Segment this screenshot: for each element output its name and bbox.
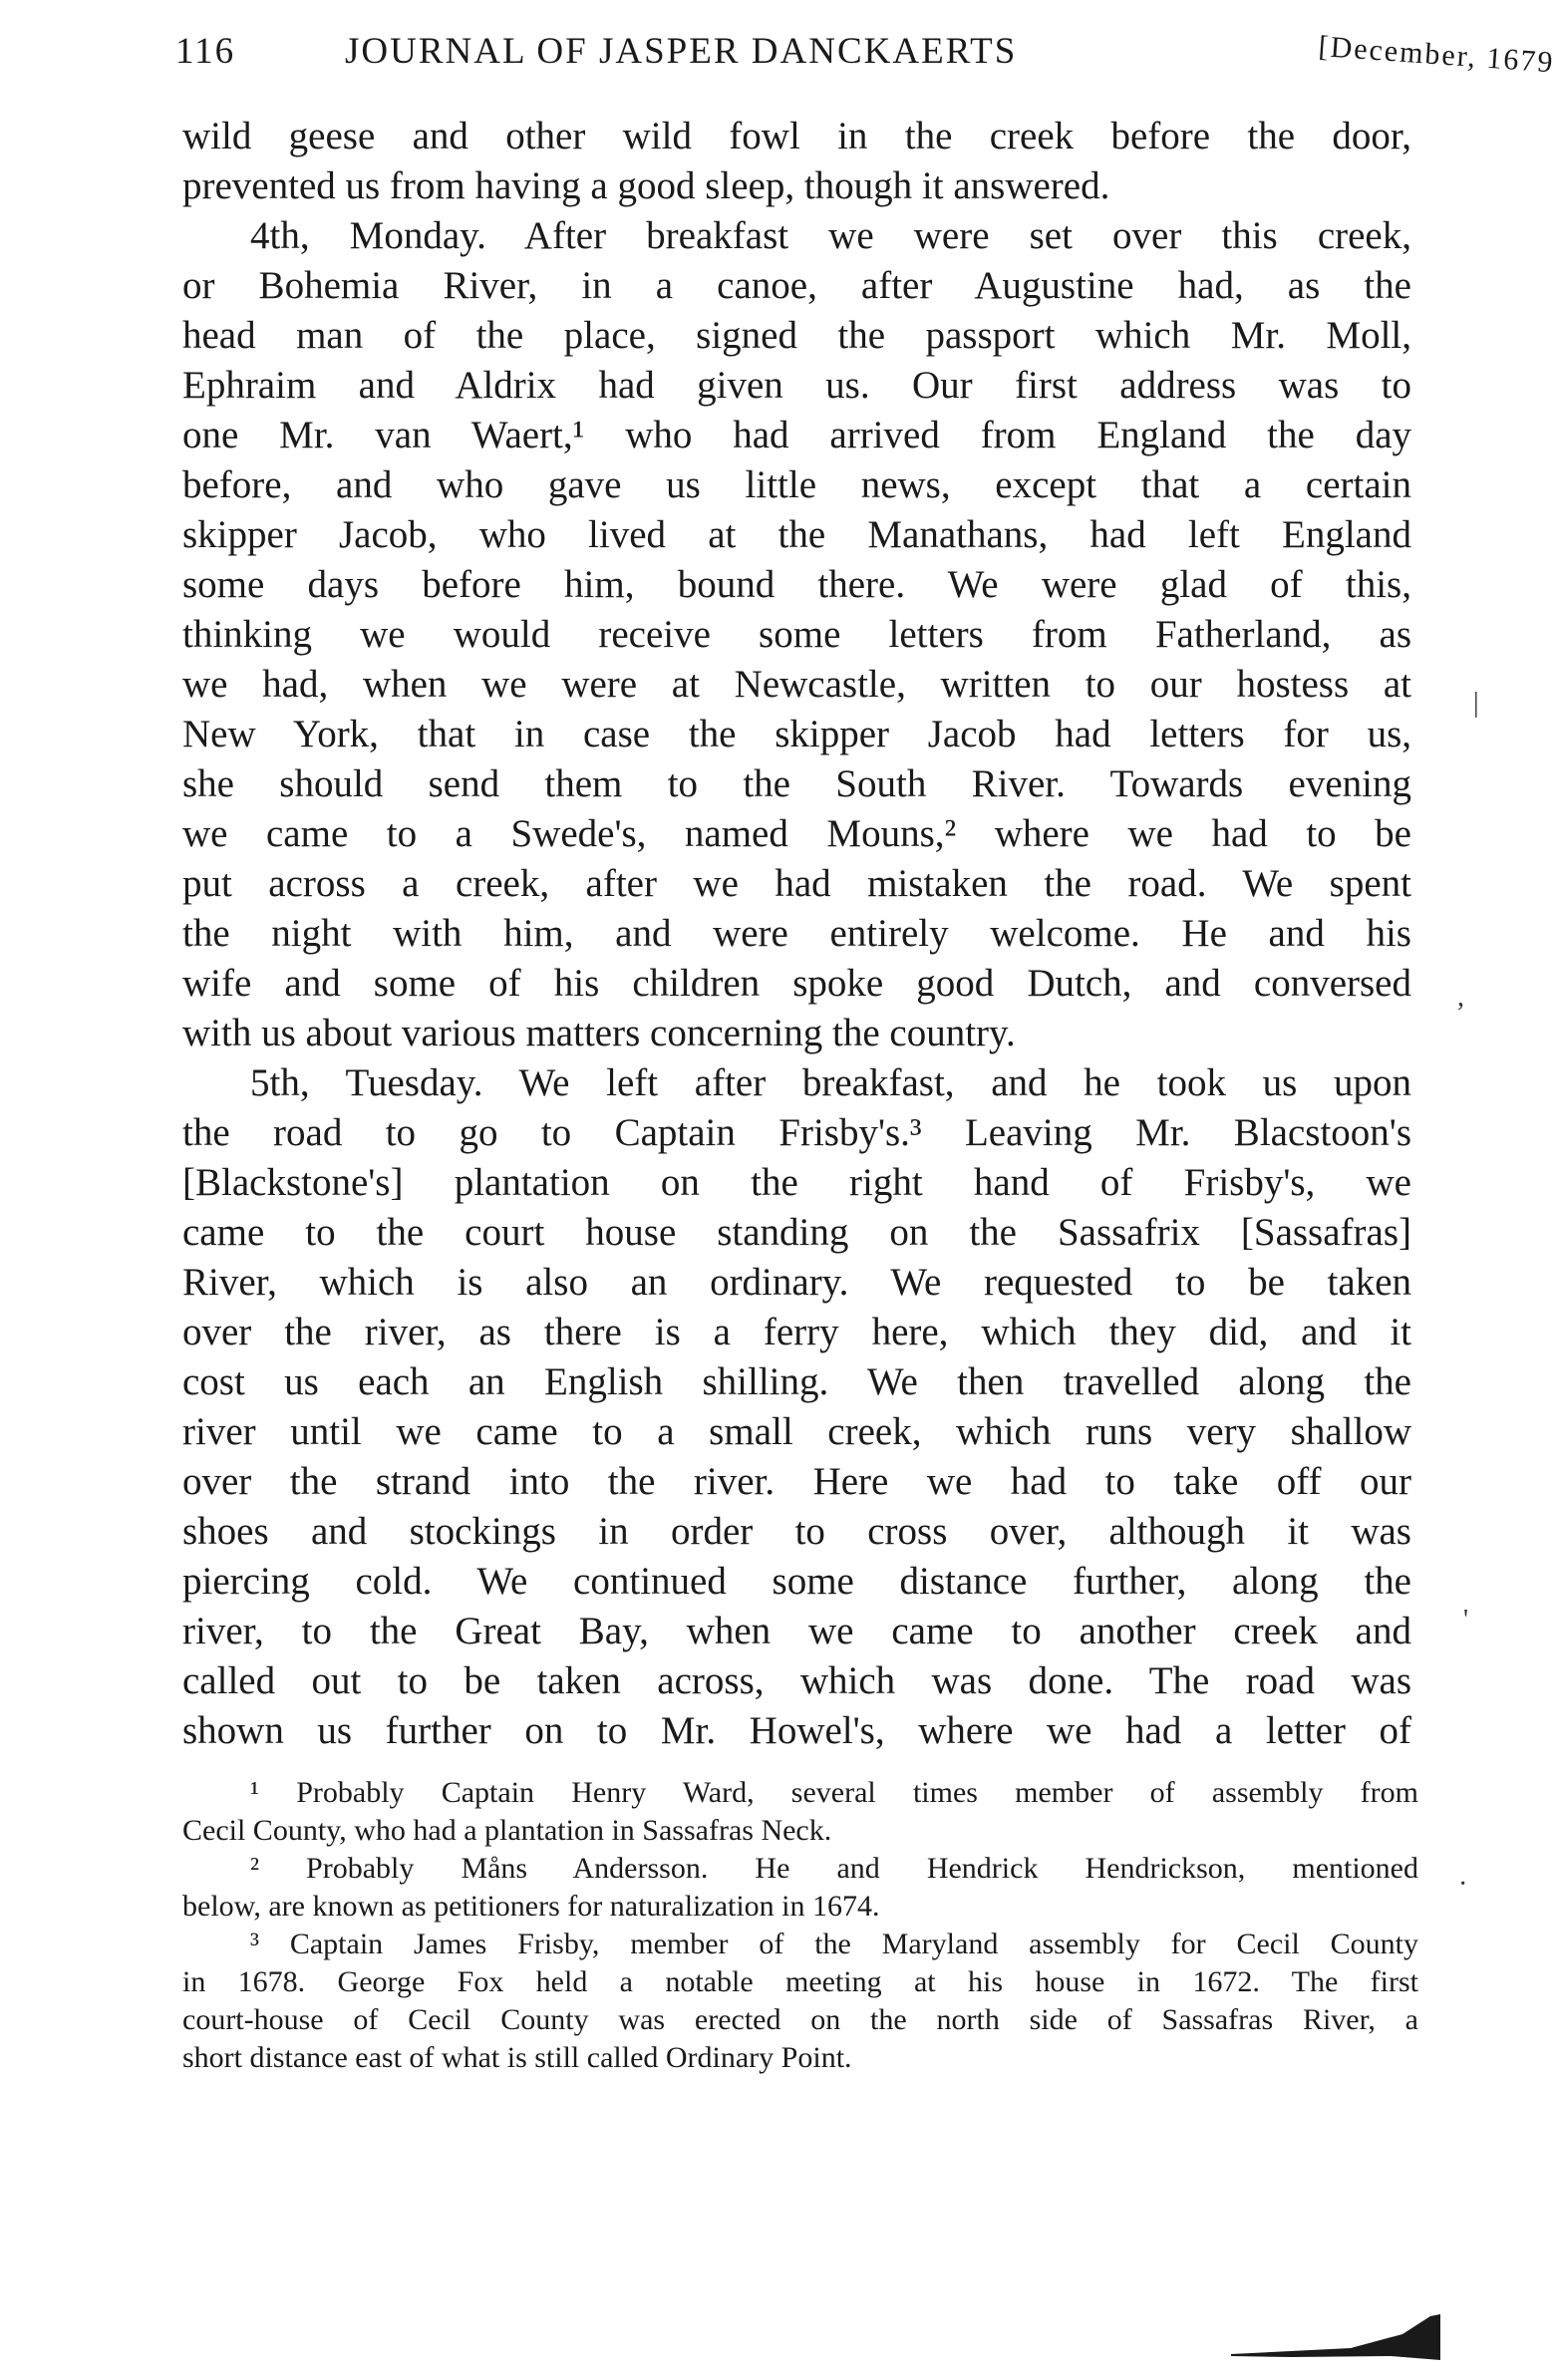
text-line: prevented us from having a good sleep, though it answered. (182, 164, 1110, 207)
running-head (175, 30, 1555, 100)
margin-mark: , (1457, 982, 1464, 1013)
text-line: came to the court house standing on the Sassafrix [Sassafras] (182, 1211, 1411, 1254)
text-line: she should send them to the South River. Towards evening (182, 762, 1411, 805)
text-line: cost us each an English shilling. We then travelled along the (182, 1360, 1411, 1403)
text-line: called out to be taken across, which was done. The road was (182, 1659, 1411, 1702)
text-line: river until we came to a small creek, which runs very shallow (182, 1410, 1411, 1453)
footnote-line: Cecil County, who had a plantation in Sassafras Neck. (182, 1814, 832, 1847)
text-line: before, and who gave us little news, except that a certain (182, 463, 1411, 506)
text-line: head man of the place, signed the passport which Mr. Moll, (182, 314, 1411, 357)
text-line: 4th, Monday. After breakfast we were set over this creek, (250, 214, 1411, 257)
text-line: the night with him, and were entirely welcome. He and his (182, 912, 1411, 955)
text-line: put across a creek, after we had mistaken the road. We spent (182, 862, 1411, 905)
end-ornament-rule (1231, 2310, 1440, 2360)
text-line: wife and some of his children spoke good Dutch, and conversed (182, 962, 1411, 1005)
text-line: river, to the Great Bay, when we came to another creek and (182, 1610, 1411, 1652)
main-text (182, 112, 1411, 1756)
text-line: [Blackstone's] plantation on the right hand of Frisby's, we (182, 1161, 1411, 1204)
margin-mark: ' (1463, 1605, 1469, 1636)
text-line: the road to go to Captain Frisby's.³ Leaving Mr. Blacstoon's (182, 1111, 1411, 1154)
running-title: JOURNAL OF JASPER DANCKAERTS (345, 31, 1018, 72)
text-line: some days before him, bound there. We were glad of this, (182, 563, 1411, 606)
footnote-line: in 1678. George Fox held a notable meeting at his house in 1672. The first (182, 1965, 1418, 1998)
footnotes (182, 1774, 1418, 2077)
footnote-line: court-house of Cecil County was erected on the north side of Sassafras River, a (182, 2003, 1418, 2036)
footnote-line: short distance east of what is still called Ordinary Point. (182, 2041, 852, 2074)
text-line: shown us further on to Mr. Howel's, where we had a letter of (182, 1709, 1411, 1752)
text-line: piercing cold. We continued some distance further, along the (182, 1560, 1411, 1603)
page-number: 116 (175, 31, 236, 72)
text-line: we came to a Swede's, named Mouns,² where we had to be (182, 812, 1411, 855)
footnote-line: ³ Captain James Frisby, member of the Maryland assembly for Cecil County (250, 1928, 1418, 1960)
text-line: thinking we would receive some letters from Fatherland, as (182, 613, 1411, 656)
text-line: shoes and stockings in order to cross over, although it was (182, 1510, 1411, 1553)
footnote-line: ² Probably Måns Andersson. He and Hendrick Hendrickson, mentioned (250, 1852, 1418, 1885)
margin-mark: | (1473, 688, 1479, 719)
text-line: over the river, as there is a ferry here, which they did, and it (182, 1311, 1411, 1353)
text-line: one Mr. van Waert,¹ who had arrived from England the day (182, 414, 1411, 456)
text-line: skipper Jacob, who lived at the Manathans, had left England (182, 513, 1411, 556)
text-line: 5th, Tuesday. We left after breakfast, and he took us upon (250, 1061, 1411, 1104)
text-line: wild geese and other wild fowl in the creek before the door, (182, 115, 1411, 157)
text-line: Ephraim and Aldrix had given us. Our first address was to (182, 364, 1411, 407)
footnote-line: below, are known as petitioners for naturalization in 1674. (182, 1890, 880, 1923)
text-line: over the strand into the river. Here we had to take off our (182, 1460, 1411, 1503)
text-line: with us about various matters concerning the country. (182, 1012, 1016, 1054)
running-date: [December, 1679 (1317, 30, 1555, 80)
text-line: New York, that in case the skipper Jacob had letters for us, (182, 713, 1411, 755)
margin-mark: · (1458, 1869, 1468, 1900)
text-line: or Bohemia River, in a canoe, after Augustine had, as the (182, 264, 1411, 307)
text-line: River, which is also an ordinary. We requested to be taken (182, 1261, 1411, 1304)
footnote-line: ¹ Probably Captain Henry Ward, several times member of assembly from (250, 1776, 1418, 1809)
text-line: we had, when we were at Newcastle, written to our hostess at (182, 663, 1411, 706)
